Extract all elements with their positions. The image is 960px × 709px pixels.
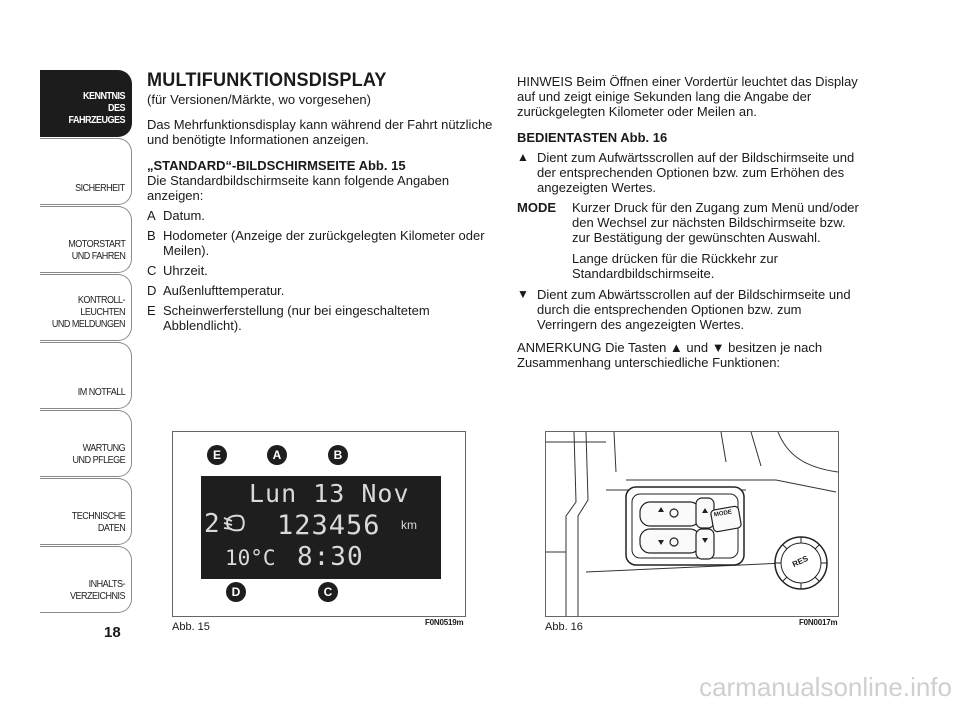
watermark: carmanualsonline.info (699, 672, 952, 702)
callout-a: A (267, 445, 287, 465)
keys-heading: BEDIENTASTEN Abb. 16 (517, 130, 668, 145)
standard-screen-heading: „STANDARD“-BILDSCHIRMSEITE Abb. 15 (147, 158, 406, 173)
note-paragraph: ANMERKUNG Die Tasten ▲ und ▼ besitzen je nach Zusammenhang unterschiedliche Funktionen: (517, 340, 823, 370)
down-key-text: Dient zum Abwärtsscrollen auf der Bildschirmseite und durch die entsprechenden Optionen bzw. zum Verringern des angezeigten Wertes. (537, 287, 851, 332)
display-temperature: 10°C (225, 546, 276, 570)
chapter-tab[interactable] (40, 206, 132, 273)
list-item-text: Außenlufttemperatur. (163, 283, 285, 298)
chapter-tab[interactable] (40, 274, 132, 341)
list-item-key: E (147, 303, 156, 318)
chapter-tabs (40, 70, 132, 614)
mode-key-text: Kurzer Druck für den Zugang zum Menü und/oder den Wechsel zur nächsten Bildschirmseite bzw. zur Bestätigung der gewünschten Auswahl. (572, 200, 859, 245)
chapter-tab-label: SICHERHEIT (75, 182, 125, 194)
standard-screen-intro: Die Standardbildschirmseite kann folgende Angaben anzeigen: (147, 173, 450, 203)
mode-key-description (517, 200, 862, 245)
mode-key-label: MODE (517, 200, 556, 215)
figure-16-controls (545, 431, 839, 617)
right-column (517, 74, 862, 370)
callout-b: B (328, 445, 348, 465)
list-item (147, 208, 497, 223)
res-knob-label: RES (790, 553, 810, 570)
callout-e: E (207, 445, 227, 465)
list-item-key: D (147, 283, 157, 298)
list-item-text: Scheinwerferstellung (nur bei eingeschaltetem Abblendlicht). (163, 303, 430, 333)
mode-button-label: MODE (713, 509, 733, 519)
display-date: Lun 13 Nov (249, 479, 410, 508)
chapter-tab[interactable] (40, 70, 132, 137)
figure-15-caption: Abb. 15 (172, 621, 210, 633)
list-item-text: Datum. (163, 208, 205, 223)
subtitle: (für Versionen/Märkte, wo vorgesehen) (147, 92, 371, 107)
display-unit: km (401, 518, 417, 532)
display-time: 8:30 (297, 542, 364, 572)
down-key-description (517, 287, 862, 332)
list-item-key: B (147, 228, 156, 243)
down-arrow-icon: ▼ (517, 287, 529, 301)
figure-15-display (172, 431, 466, 617)
left-column (147, 70, 497, 333)
list-item (147, 303, 497, 333)
chapter-tab-label: WARTUNG UND PFLEGE (72, 442, 125, 466)
chapter-tab[interactable] (40, 410, 132, 477)
list-item-key: C (147, 263, 157, 278)
chapter-tab[interactable] (40, 546, 132, 613)
list-item (147, 228, 497, 258)
chapter-tab-label: KONTROLL- LEUCHTEN UND MELDUNGEN (51, 294, 125, 330)
lcd-screen (201, 476, 441, 579)
figure-15-code: F0N0519m (425, 618, 464, 627)
list-item-text: Hodometer (Anzeige der zurückgelegten Kilometer oder Meilen). (163, 228, 485, 258)
chapter-tab[interactable] (40, 342, 132, 409)
figure-16-code: F0N0017m (799, 618, 838, 627)
callout-d: D (226, 582, 246, 602)
display-odometer: 123456 (277, 510, 381, 541)
intro-paragraph: Das Mehrfunktionsdisplay kann während der Fahrt nützliche und benötigte Informationen anzeigen. (147, 117, 493, 147)
up-key-text: Dient zum Aufwärtsscrollen auf der Bildschirmseite und der entsprechenden Optionen bzw. zum Erhöhen des angezeigten Wertes. (537, 150, 855, 195)
chapter-tab[interactable] (40, 138, 132, 205)
hinweis-paragraph: HINWEIS Beim Öffnen einer Vordertür leuchtet das Display auf und zeigt einige Sekunden lang die Angabe der zurückgelegten Kilometer oder Meilen an. (517, 74, 858, 119)
page-number: 18 (104, 624, 121, 641)
mode-key-long-text: Lange drücken für die Rückkehr zur Standardbildschirmseite. (572, 251, 778, 281)
chapter-tab-label: MOTORSTART UND FAHREN (67, 238, 125, 262)
chapter-tab-label: KENNTNIS DES FAHRZEUGES (68, 90, 125, 126)
page-title: MULTIFUNKTIONSDISPLAY (147, 70, 387, 91)
chapter-tab-label: TECHNISCHE DATEN (71, 510, 125, 534)
headlight-icon (223, 512, 247, 534)
chapter-tab-label: IM NOTFALL (77, 386, 125, 398)
display-items-list (147, 208, 497, 333)
list-item-text: Uhrzeit. (163, 263, 208, 278)
callout-c: C (318, 582, 338, 602)
figure-16-caption: Abb. 16 (545, 621, 583, 633)
chapter-tab[interactable] (40, 478, 132, 545)
list-item-key: A (147, 208, 156, 223)
display-headlight-level: 2 (204, 509, 220, 539)
up-key-description (517, 150, 862, 195)
up-arrow-icon: ▲ (517, 150, 529, 164)
chapter-tab-label: INHALTS- VERZEICHNIS (69, 578, 125, 602)
list-item (147, 263, 497, 278)
control-panel-drawing (546, 432, 838, 616)
list-item (147, 283, 497, 298)
